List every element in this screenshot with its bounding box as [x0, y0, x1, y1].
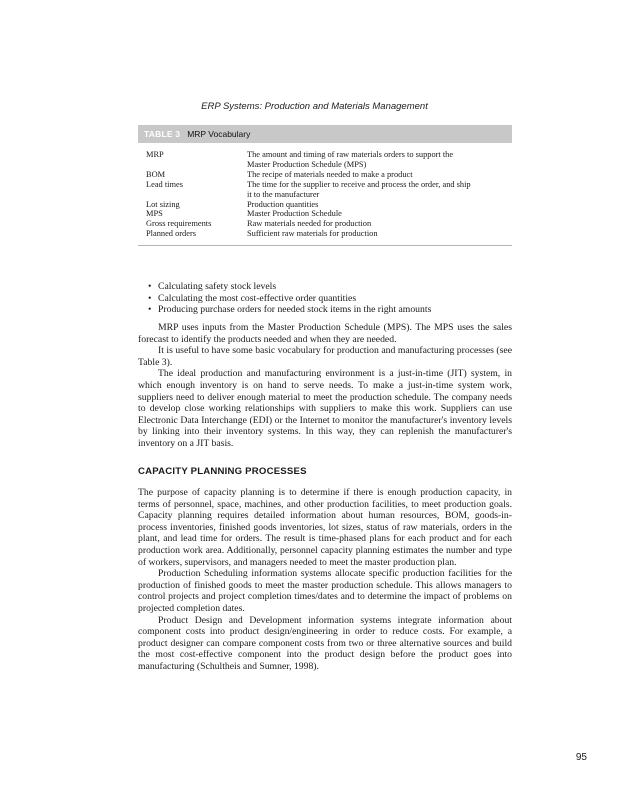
bullet-icon: •: [148, 292, 152, 304]
table-title: MRP Vocabulary: [187, 129, 251, 139]
list-item: • Producing purchase orders for needed stock items in the right amounts: [148, 304, 432, 316]
table-definition: Raw materials needed for production: [247, 219, 372, 229]
list-item: • Calculating the most cost-effective order quantities: [148, 292, 357, 304]
table-term: MRP: [146, 150, 164, 159]
running-head: ERP Systems: Production and Materials Management: [201, 101, 428, 112]
table-term: Gross requirements: [146, 219, 212, 229]
table-definition: Sufficient raw materials for production: [247, 229, 378, 239]
table-row: [138, 180, 512, 200]
table-row: [138, 209, 512, 219]
table-definition: Production quantities: [247, 199, 319, 209]
section-heading: CAPACITY PLANNING PROCESSES: [138, 466, 307, 477]
table-row: [138, 200, 512, 210]
body-text-capacity: [138, 487, 512, 673]
bullet-list: [148, 281, 431, 316]
table-label: TABLE 3: [144, 129, 181, 139]
list-item: • Calculating safety stock levels: [148, 281, 277, 292]
paragraph: The purpose of capacity planning is to determine if there is enough production capacity, in terms of personnel, space, machines, and other production facilities, to meet production goals. Capacity planning requires detailed information about human resources, BOM, goods-in-process inventories, finished goods inventories, lot sizes, status of raw materials, orders in the plant, and lead time for orders. The result is time-phased plans for each product and for each production work area. Additionally, personnel capacity planning estimates the number and type of workers, supervisors, and managers needed to meet the master production plan.: [138, 487, 512, 568]
paragraph: The ideal production and manufacturing environment is a just-in-time (JIT) system, in which enough inventory is on hand to serve needs. To make a just-in-time system work, suppliers need to deliver enough material to meet the production schedule. The company needs to develop close working relationships with suppliers to make this work. Suppliers can use Electronic Data Interchange (EDI) or the Internet to monitor the manufacturer's inventory levels by linking into their inventory systems. In this way, they can replenish the manufacturer's inventory on a JIT basis.: [138, 368, 512, 449]
paragraph: MRP uses inputs from the Master Production Schedule (MPS). The MPS uses the sales forecast to identify the products needed and when they are needed.: [138, 322, 512, 345]
bullet-icon: •: [148, 281, 152, 292]
table-definition: The time for the supplier to receive and process the order, and ship it to the manufacturer: [247, 179, 471, 199]
table-header-bar: [138, 125, 512, 143]
paragraph: It is useful to have some basic vocabulary for production and manufacturing processes (see Table 3).: [138, 345, 512, 368]
table-term: Planned orders: [146, 229, 197, 239]
paragraph: Production Scheduling information systems allocate specific production facilities for the production of finished goods to meet the master production schedule. This allows managers to control projects and project completion times/dates and to determine the impact of problems on projected completion dates.: [138, 568, 512, 614]
table-definition: The amount and timing of raw materials orders to support the Master Production Schedule (MPS): [247, 150, 454, 169]
table-term: Lot sizing: [146, 199, 180, 209]
table-definition: Master Production Schedule: [247, 209, 342, 219]
mrp-vocabulary-table: [138, 125, 512, 246]
table-row: [138, 229, 512, 239]
page-number: 95: [575, 752, 587, 763]
table-row: [138, 219, 512, 229]
table-term: BOM: [146, 169, 166, 179]
body-text-mrp: [138, 322, 512, 450]
paragraph: Product Design and Development information systems integrate information about component costs into product design/engineering in order to reduce costs. For example, a product designer can compare component costs from two or three alternative sources and build the most cost-effective component into the product design before the product goes into manufacturing (Schultheis and Sumner, 1998).: [138, 614, 512, 672]
table-row: [138, 170, 512, 180]
table-row: [138, 150, 512, 170]
table-body: [138, 143, 512, 246]
table-definition: The recipe of materials needed to make a product: [247, 169, 413, 179]
bullet-icon: •: [148, 304, 152, 316]
table-term: MPS: [146, 209, 163, 219]
table-term: Lead times: [146, 179, 183, 189]
